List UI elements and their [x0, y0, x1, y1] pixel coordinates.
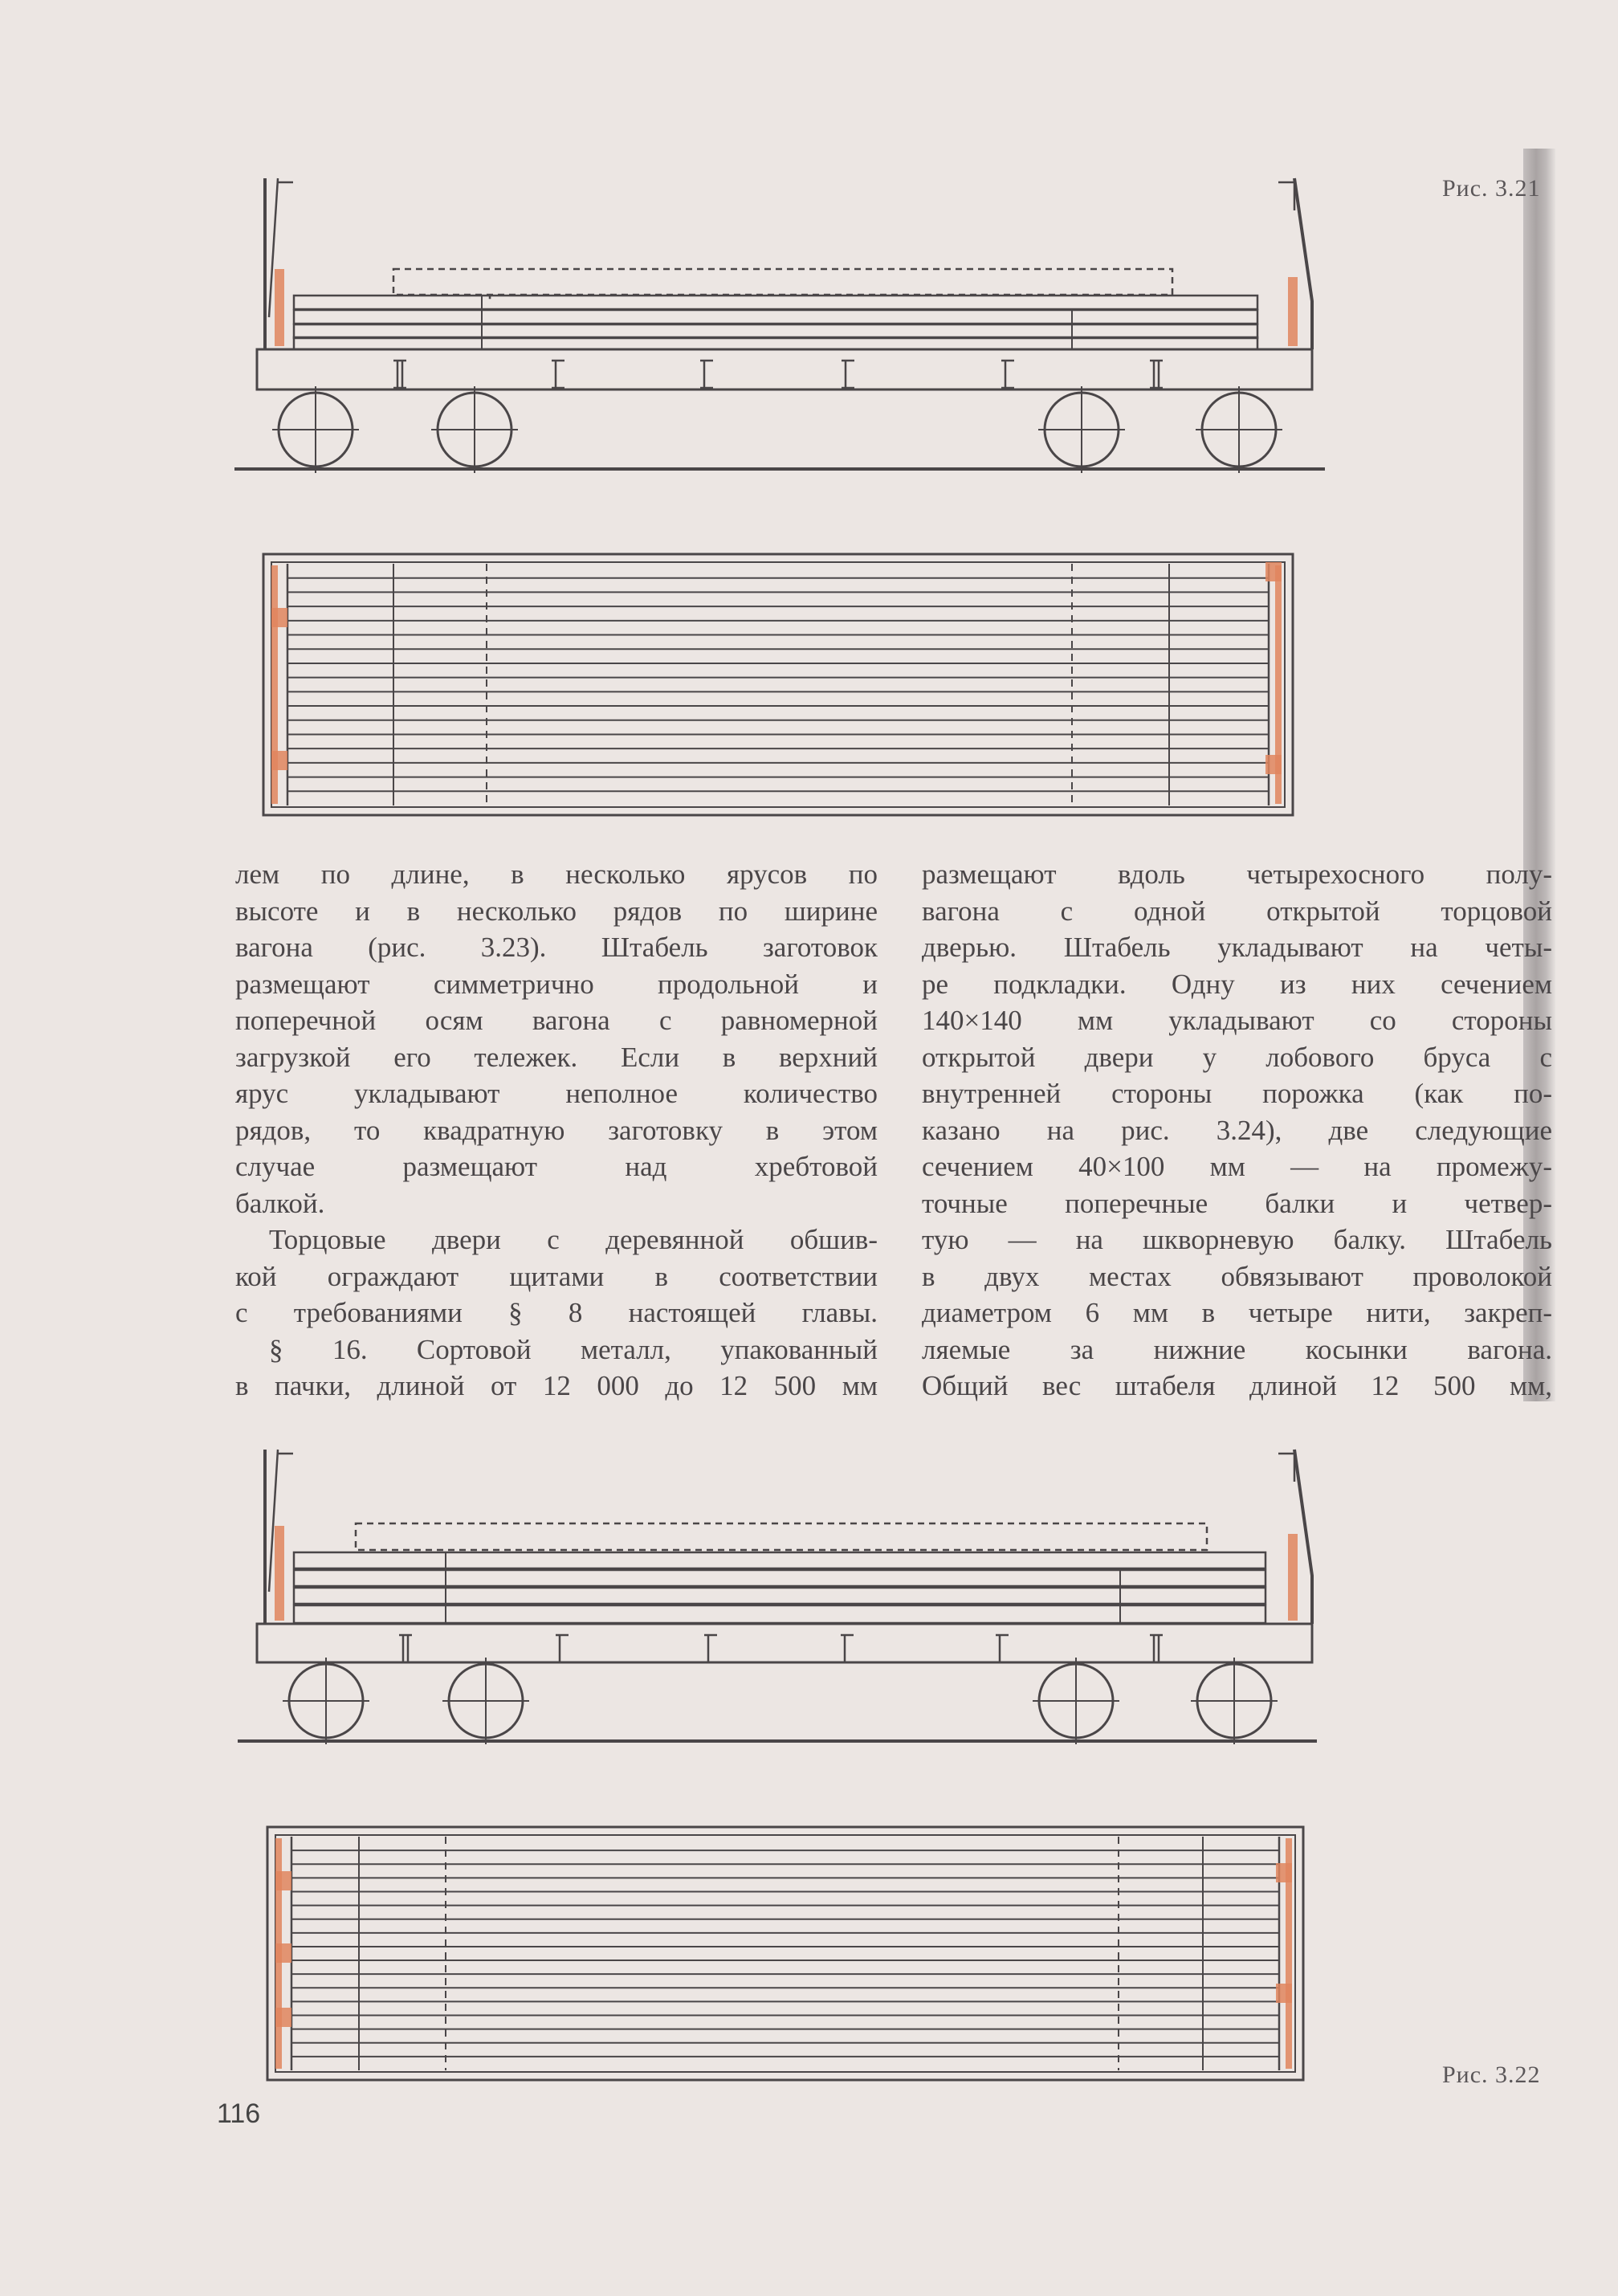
- load-plank: [294, 324, 1257, 338]
- page-number: 116: [217, 2098, 261, 2129]
- end-shield-left: [275, 269, 284, 346]
- end-shield-right: [1288, 1534, 1298, 1621]
- text-line: ре подкладки. Одну из них сечением: [922, 968, 1552, 1000]
- text-line: диаметром 6 мм в четыре нити, закреп-: [922, 1297, 1552, 1328]
- text-line: ярус укладывают неполное количество: [235, 1078, 878, 1109]
- plan-shield-tab: [275, 1871, 291, 1890]
- plan-shield-tab: [275, 1943, 291, 1963]
- text-line: точные поперечные балки и четвер-: [922, 1187, 1552, 1219]
- text-line: поперечной осям вагона с равномерной: [235, 1005, 878, 1036]
- text-line: вагона с одной открытой торцовой: [922, 895, 1552, 927]
- plan-shield-tab: [275, 2008, 291, 2027]
- load-plank: [393, 269, 1172, 295]
- text-line: дверью. Штабель укладывают на четы-: [922, 932, 1552, 963]
- load-plank: [356, 1523, 1207, 1550]
- figure-caption-3-21: Рис. 3.21: [1442, 175, 1541, 202]
- text-line: открытой двери у лобового бруса с: [922, 1041, 1552, 1073]
- end-shield-left: [275, 1526, 284, 1621]
- text-line: балкой.: [235, 1187, 325, 1219]
- text-line: рядов, то квадратную заготовку в этом: [235, 1114, 878, 1146]
- plan-inner-frame: [271, 562, 1285, 807]
- plan-shield-tab: [271, 751, 287, 770]
- plan-shield-tab: [1276, 1984, 1292, 2003]
- text-column-left: [235, 856, 878, 1405]
- text-line: случае размещают над хребтовой: [235, 1151, 878, 1182]
- text-line: размещают симметрично продольной и: [235, 968, 878, 1000]
- text-line: казано на рис. 3.24), две следующие: [922, 1114, 1552, 1146]
- figure-3-21: [234, 178, 1325, 815]
- load-plank: [294, 296, 1257, 309]
- plan-shield-tab: [1276, 1863, 1292, 1882]
- text-line: § 16. Сортовой металл, упакованный: [269, 1333, 878, 1365]
- text-line: вагона (рис. 3.23). Штабель заготовок: [235, 932, 878, 963]
- plan-inner-frame: [275, 1835, 1295, 2072]
- text-line: высоте и в несколько рядов по ширине: [235, 895, 878, 927]
- text-line: внутренней стороны порожка (как по-: [922, 1078, 1552, 1109]
- text-line: Общий вес штабеля длиной 12 500 мм,: [922, 1370, 1552, 1401]
- figure-3-22: [238, 1450, 1317, 2080]
- text-line: в двух местах обвязывают проволокой: [922, 1260, 1552, 1292]
- end-shield-right: [1288, 277, 1298, 346]
- text-line: в пачки, длиной от 12 000 до 12 500 мм: [235, 1370, 878, 1401]
- text-line: кой ограждают щитами в соответствии: [235, 1260, 878, 1292]
- load-plank: [294, 310, 1257, 324]
- text-line: тую — на шкворневую балку. Штабель: [922, 1224, 1552, 1255]
- text-line: Торцовые двери с деревянной обшив-: [269, 1224, 878, 1255]
- plan-shield-tab: [271, 608, 287, 627]
- text-line: загрузкой его тележек. Если в верхний: [235, 1041, 878, 1073]
- text-column-right: [922, 856, 1552, 1405]
- plan-outer-frame: [263, 554, 1293, 815]
- text-line: с требованиями § 8 настоящей главы.: [235, 1297, 878, 1328]
- plan-shield-tab: [1265, 562, 1282, 581]
- text-line: ляемые за нижние косынки вагона.: [922, 1333, 1552, 1365]
- plan-outer-frame: [267, 1827, 1303, 2080]
- load-plank: [294, 1552, 1265, 1568]
- figure-caption-3-22: Рис. 3.22: [1442, 2062, 1541, 2088]
- plan-shield-tab: [1265, 755, 1282, 774]
- text-line: сечением 40×100 мм — на промежу-: [922, 1151, 1552, 1182]
- text-line: лем по длине, в несколько ярусов по: [235, 858, 878, 890]
- text-line: размещают вдоль четырехосного полу-: [922, 858, 1552, 890]
- text-line: 140×140 мм укладывают со стороны: [922, 1005, 1552, 1036]
